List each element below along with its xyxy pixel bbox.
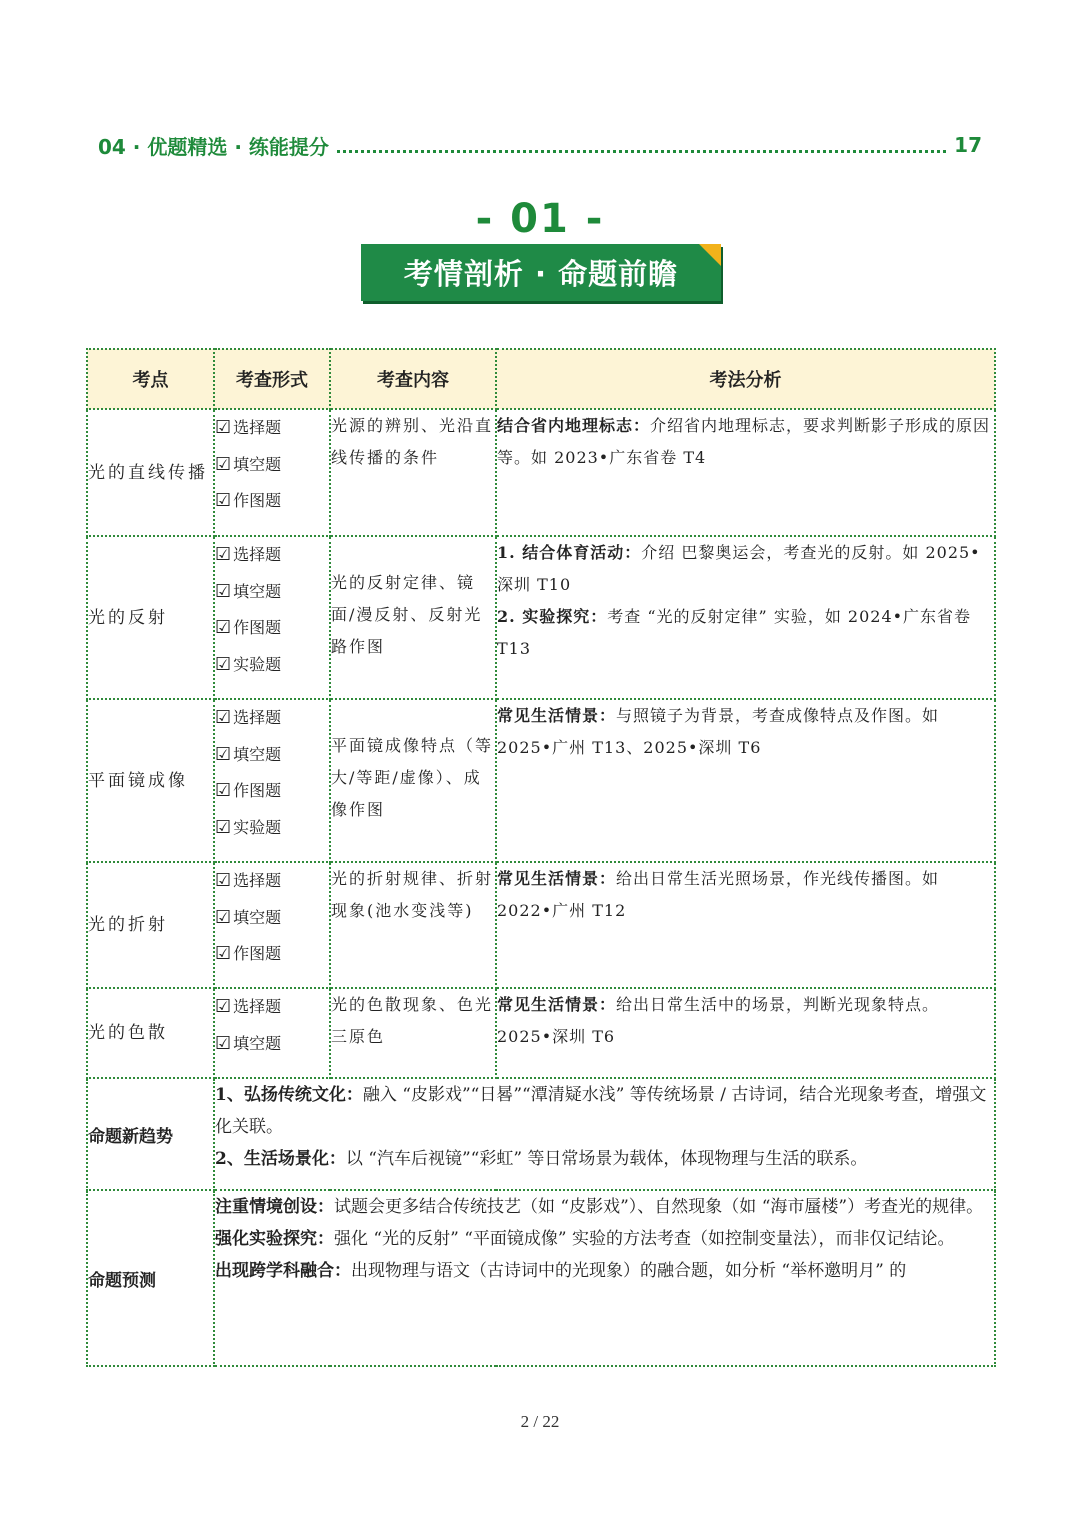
exam-point-cell: 光的直线传播 (87, 409, 214, 536)
checked-box-icon: ☑ (215, 617, 232, 639)
analysis-keyword: 1. 结合体育活动： (497, 543, 642, 562)
trend-text: 融入 “皮影戏”“日晷”“潭清疑水浅” 等传统场景 / 古诗词，结合光现象考查，增强文化关联。 (215, 1085, 987, 1137)
analysis-paragraph (497, 863, 994, 927)
form-label: 填空题 (233, 907, 282, 927)
exam-analysis-cell (496, 699, 995, 862)
checked-box-icon: ☑ (215, 490, 232, 512)
toc-label: 04 · 优题精选 · 练能提分 (98, 134, 329, 159)
forecast-keyword: 出现跨学科融合： (215, 1261, 351, 1281)
checked-box-icon: ☑ (215, 544, 232, 565)
analysis-keyword: 常见生活情景： (497, 995, 617, 1014)
form-label: 选择题 (233, 708, 282, 727)
exam-point-cell: 平面镜成像 (87, 699, 214, 862)
analysis-paragraph (497, 537, 994, 601)
forecast-keyword: 强化实验探究： (215, 1229, 334, 1249)
trend-text: 以 “汽车后视镜”“彩虹” 等日常场景为载体，体现物理与生活的联系。 (345, 1149, 868, 1169)
checked-box-icon: ☑ (215, 580, 232, 602)
analysis-paragraph (497, 700, 994, 764)
checked-box-icon: ☑ (215, 453, 232, 475)
trend-paragraph (215, 1143, 994, 1175)
form-checkbox-item (215, 574, 329, 611)
form-checkbox-item (215, 737, 329, 774)
checked-box-icon: ☑ (215, 654, 232, 676)
form-label: 填空题 (233, 454, 282, 474)
page-number: 2 / 22 (520, 1412, 560, 1431)
exam-forms-cell (214, 536, 330, 699)
form-checkbox-item (215, 447, 329, 484)
exam-point-cell: 光的反射 (87, 536, 214, 699)
exam-analysis-cell (496, 988, 995, 1078)
exam-analysis-cell (496, 862, 995, 988)
exam-analysis-cell (496, 409, 995, 536)
analysis-keyword: 结合省内地理标志： (497, 416, 651, 435)
forecast-text: 出现物理与语文（古诗词中的光现象）的融合题，如分析 “举杯邀明月” 的 (351, 1261, 907, 1281)
form-checkbox-item (215, 936, 329, 973)
exam-forms-cell (214, 409, 330, 536)
exam-forms-cell (214, 862, 330, 988)
trend-row (87, 1078, 995, 1190)
checked-box-icon: ☑ (215, 996, 232, 1017)
table-row (87, 699, 995, 862)
form-label: 填空题 (233, 744, 282, 764)
form-checkbox-item (215, 810, 329, 847)
toc-leader-dots (337, 150, 946, 153)
header-cell: 考查形式 (214, 349, 330, 409)
banner-corner-decoration (699, 244, 721, 266)
forecast-row (87, 1190, 995, 1366)
form-label: 选择题 (233, 871, 282, 890)
analysis-text: 介绍 巴黎奥运会，考查光的反射。如 2025•深圳 T10 (497, 543, 981, 594)
form-checkbox-item (215, 483, 329, 520)
checked-box-icon: ☑ (215, 943, 232, 965)
toc-page-number: 17 (954, 133, 982, 157)
forecast-label: 命题预测 (87, 1190, 214, 1366)
form-label: 作图题 (233, 944, 282, 964)
analysis-paragraph (497, 410, 994, 474)
trend-keyword: 2、生活场景化： (215, 1149, 346, 1169)
checked-box-icon: ☑ (215, 906, 232, 928)
table-row (87, 988, 995, 1078)
analysis-keyword: 常见生活情景： (497, 869, 617, 888)
form-checkbox-item (215, 537, 329, 574)
checked-box-icon: ☑ (215, 707, 232, 728)
form-checkbox-item (215, 773, 329, 810)
forecast-paragraph (215, 1223, 994, 1255)
exam-content-cell: 平面镜成像特点（等大/等距/虚像）、成像作图 (330, 699, 496, 862)
form-checkbox-item (215, 647, 329, 684)
trend-keyword: 1、弘扬传统文化： (215, 1085, 363, 1105)
form-label: 作图题 (233, 618, 282, 638)
analysis-paragraph (497, 989, 994, 1053)
analysis-paragraph (497, 601, 994, 665)
table-row (87, 409, 995, 536)
table-header-row (87, 349, 995, 409)
checked-box-icon: ☑ (215, 743, 232, 765)
forecast-content (214, 1190, 995, 1366)
analysis-text: 给出日常生活光照场景，作光线传播图。如 2022•广州 T12 (497, 869, 940, 920)
exam-content-cell: 光的反射定律、镜面/漫反射、反射光路作图 (330, 536, 496, 699)
analysis-keyword: 2. 实验探究： (497, 607, 608, 626)
checked-box-icon: ☑ (215, 870, 232, 891)
exam-analysis-cell (496, 536, 995, 699)
header-cell: 考法分析 (496, 349, 995, 409)
form-label: 填空题 (233, 1033, 282, 1053)
trend-content (214, 1078, 995, 1190)
exam-content-cell: 光的色散现象、色光三原色 (330, 988, 496, 1078)
exam-point-cell: 光的色散 (87, 988, 214, 1078)
table-row (87, 536, 995, 699)
section-number: - 01 - (475, 196, 605, 242)
forecast-keyword: 注重情境创设： (215, 1197, 334, 1217)
checked-box-icon: ☑ (215, 817, 232, 839)
header-cell: 考点 (87, 349, 214, 409)
section-title-banner (361, 244, 721, 301)
form-label: 填空题 (233, 581, 282, 601)
forecast-paragraph (215, 1191, 994, 1223)
form-label: 作图题 (233, 491, 282, 511)
analysis-text: 给出日常生活中的场景，判断光现象特点。2025•深圳 T6 (497, 995, 940, 1046)
exam-analysis-table (86, 348, 996, 1367)
form-checkbox-item (215, 900, 329, 937)
exam-forms-cell (214, 699, 330, 862)
section-title: 考情剖析 · 命题前瞻 (403, 257, 679, 291)
form-label: 选择题 (233, 997, 282, 1016)
form-checkbox-item (215, 1026, 329, 1063)
form-checkbox-item (215, 610, 329, 647)
exam-content-cell: 光的折射规律、折射现象(池水变浅等) (330, 862, 496, 988)
trend-paragraph (215, 1079, 994, 1143)
trend-label: 命题新趋势 (87, 1078, 214, 1190)
analysis-text: 与照镜子为背景，考查成像特点及作图。如 2025•广州 T13、2025•深圳 T6 (497, 706, 940, 757)
form-checkbox-item (215, 863, 329, 900)
forecast-text: 强化 “光的反射” “平面镜成像” 实验的方法考查（如控制变量法），而非仅记结论。 (334, 1229, 955, 1249)
form-checkbox-item (215, 410, 329, 447)
form-checkbox-item (215, 989, 329, 1026)
analysis-keyword: 常见生活情景： (497, 706, 617, 725)
form-checkbox-item (215, 700, 329, 737)
form-label: 实验题 (233, 655, 282, 675)
analysis-text: 考查 “光的反射定律” 实验，如 2024•广东省卷 T13 (497, 607, 972, 658)
form-label: 实验题 (233, 818, 282, 838)
checked-box-icon: ☑ (215, 780, 232, 802)
form-label: 作图题 (233, 781, 282, 801)
exam-point-cell: 光的折射 (87, 862, 214, 988)
checked-box-icon: ☑ (215, 417, 232, 438)
forecast-paragraph (215, 1255, 994, 1287)
form-label: 选择题 (233, 418, 282, 437)
checked-box-icon: ☑ (215, 1032, 232, 1054)
analysis-text: 介绍省内地理标志，要求判断影子形成的原因等。如 2023•广东省卷 T4 (497, 416, 991, 467)
table-row (87, 862, 995, 988)
toc-entry[interactable] (98, 130, 982, 160)
header-cell: 考查内容 (330, 349, 496, 409)
exam-content-cell: 光源的辨别、光沿直线传播的条件 (330, 409, 496, 536)
forecast-text: 试题会更多结合传统技艺（如 “皮影戏”）、自然现象（如 “海市蜃楼”）考查光的规律。 (334, 1197, 984, 1217)
exam-forms-cell (214, 988, 330, 1078)
form-label: 选择题 (233, 545, 282, 564)
